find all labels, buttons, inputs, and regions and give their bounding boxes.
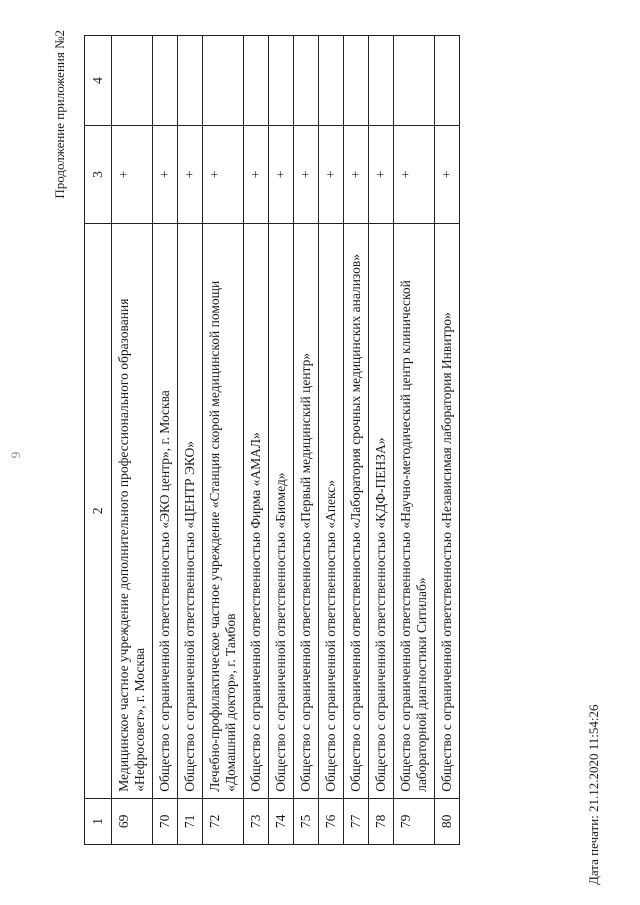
table-header-row — [85, 36, 112, 845]
column-4-cell — [178, 36, 203, 126]
header-col-2: 2 — [85, 223, 112, 798]
header-col-4: 4 — [85, 36, 112, 126]
mark-cell: + — [369, 126, 394, 224]
column-4-cell — [153, 36, 178, 126]
row-number: 77 — [344, 798, 369, 844]
table-row — [178, 36, 203, 845]
row-number: 70 — [153, 798, 178, 844]
organization-name: Общество с ограниченной ответственностью «КДФ-ПЕНЗА» — [369, 223, 394, 798]
table-row — [244, 36, 269, 845]
mark-cell: + — [178, 126, 203, 224]
mark-cell: + — [394, 126, 435, 224]
table-row — [394, 36, 435, 845]
mark-cell: + — [269, 126, 294, 224]
column-4-cell — [344, 36, 369, 126]
organization-name: Общество с ограниченной ответственностью «Первый медицинский центр» — [294, 223, 319, 798]
row-number: 72 — [203, 798, 244, 844]
mark-cell: + — [112, 126, 153, 224]
mark-cell: + — [153, 126, 178, 224]
mark-cell: + — [203, 126, 244, 224]
row-number: 80 — [435, 798, 460, 844]
row-number: 71 — [178, 798, 203, 844]
column-4-cell — [244, 36, 269, 126]
mark-cell: + — [294, 126, 319, 224]
column-4-cell — [435, 36, 460, 126]
column-4-cell — [294, 36, 319, 126]
organization-name: Общество с ограниченной ответственностью «Лаборатория срочных медицинских анализов» — [344, 223, 369, 798]
organization-name: Лечебно-профилактическое частное учреждение «Станция скорой медицинской помощи «Домашний доктор», г. Тамбов — [203, 223, 244, 798]
mark-cell: + — [344, 126, 369, 224]
column-4-cell — [394, 36, 435, 126]
table-row — [435, 36, 460, 845]
print-date: Дата печати: 21.12.2020 11:54:26 — [586, 704, 601, 885]
organization-name: Медицинское частное учреждение дополнительного профессионального образования «Нефросовет», г. Москва — [112, 223, 153, 798]
organization-name: Общество с ограниченной ответственностью «Научно-методический центр клинической лабораторной диагностики Ситилаб» — [394, 223, 435, 798]
registry-table — [84, 35, 460, 845]
organization-name: Общество с ограниченной ответственностью «ЭКО центр», г. Москва — [153, 223, 178, 798]
row-number: 74 — [269, 798, 294, 844]
organization-name: Общество с ограниченной ответственностью «ЦЕНТР ЭКО» — [178, 223, 203, 798]
organization-name: Общество с ограниченной ответственностью «Независимая лаборатория Инвитро» — [435, 223, 460, 798]
table-row — [319, 36, 344, 845]
column-4-cell — [369, 36, 394, 126]
table-row — [269, 36, 294, 845]
table-row — [112, 36, 153, 845]
table-row — [344, 36, 369, 845]
row-number: 78 — [369, 798, 394, 844]
row-number: 73 — [244, 798, 269, 844]
column-4-cell — [269, 36, 294, 126]
page-number: 9 — [8, 451, 23, 459]
mark-cell: + — [435, 126, 460, 224]
mark-cell: + — [244, 126, 269, 224]
organization-name: Общество с ограниченной ответственностью «Биомед» — [269, 223, 294, 798]
column-4-cell — [319, 36, 344, 126]
row-number: 69 — [112, 798, 153, 844]
table-row — [369, 36, 394, 845]
column-4-cell — [112, 36, 153, 126]
organization-name: Общество с ограниченной ответственностью Фирма «АМАЛ» — [244, 223, 269, 798]
row-number: 76 — [319, 798, 344, 844]
table-row — [203, 36, 244, 845]
table-row — [153, 36, 178, 845]
row-number: 75 — [294, 798, 319, 844]
organization-name: Общество с ограниченной ответственностью «Апекс» — [319, 223, 344, 798]
table-row — [294, 36, 319, 845]
column-4-cell — [203, 36, 244, 126]
header-col-1: 1 — [85, 798, 112, 844]
header-col-3: 3 — [85, 126, 112, 224]
continuation-label: Продолжение приложения №2 — [52, 30, 67, 199]
row-number: 79 — [394, 798, 435, 844]
mark-cell: + — [319, 126, 344, 224]
